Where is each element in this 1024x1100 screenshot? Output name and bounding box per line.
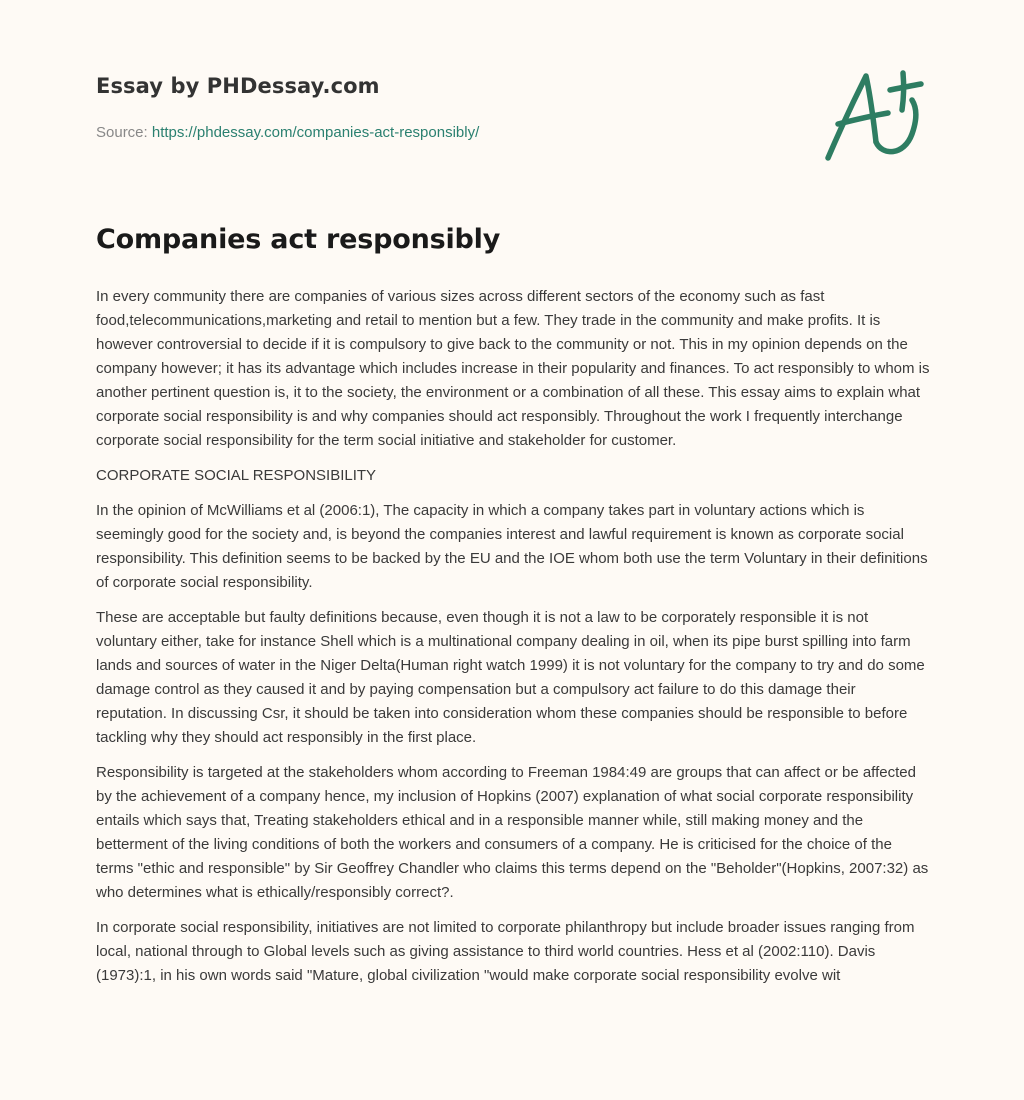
article-body: [96, 285, 930, 999]
section-heading: CORPORATE SOCIAL RESPONSIBILITY: [96, 467, 377, 484]
paragraph: These are acceptable but faulty definitions because, even though it is not a law to be corporately responsible it is not voluntary either, take for instance Shell which is a multinational company dealing in oil, when its pipe burst spilling into farm lands and sources of water in the Niger Delta(Human right watch 1999) it is not voluntary for the company to try and do some damage control as they caused it and by paying compensation but a compulsory act failure to do this damage their reputation. In discussing Csr, it should be taken into consideration whom these companies should be responsible to before tackling why they should act responsibly in the first place.: [96, 609, 925, 746]
source-link[interactable]: https://phdessay.com/companies-act-responsibly/: [151, 124, 480, 141]
site-header: [96, 74, 380, 98]
paragraph: In every community there are companies of various sizes across different sectors of the economy such as fast food,telecommunications,marketing and retail to mention but a few. They trade in the community and make profits. It is however controversial to decide if it is compulsory to give back to the community or not. This in my opinion depends on the company however; it has its advantage which includes increase in their popularity and finances. To act responsibly to whom is another pertinent question is, it to the society, the environment or a combination of all these. This essay aims to explain what corporate social responsibility is and why companies should act responsibly. Throughout the work I frequently interchange corporate social responsibility for the term social initiative and stakeholder for customer.: [96, 288, 930, 449]
paragraph: In corporate social responsibility, initiatives are not limited to corporate philanthropy but include broader issues ranging from local, national through to Global levels such as giving assistance to third world countries. Hess et al (2002:110). Davis (1973):1, in his own words said "Mature, global civilization "would make corporate social responsibility evolve wit: [96, 919, 915, 984]
paragraph: In the opinion of McWilliams et al (2006:1), The capacity in which a company takes part in voluntary actions which is seemingly good for the society and, is beyond the companies interest and lawful requirement is known as corporate social responsibility. This definition seems to be backed by the EU and the IOE whom both use the term Voluntary in their definitions of corporate social responsibility.: [96, 502, 928, 591]
source-line: [96, 124, 479, 141]
a-plus-logo-icon: [818, 64, 934, 168]
article-title: Companies act responsibly: [96, 224, 501, 255]
paragraph: Responsibility is targeted at the stakeholders whom according to Freeman 1984:49 are groups that can affect or be affected by the achievement of a company hence, my inclusion of Hopkins (2007) explanation of what social corporate responsibility entails which says that, Treating stakeholders ethical and in a responsible manner while, still making money and the betterment of the living conditions of both the workers and consumers of a company. He is criticised for the choice of the terms "ethic and responsible" by Sir Geoffrey Chandler who claims this terms depend on the "Beholder"(Hopkins, 2007:32) as who determines what is ethically/responsibly correct?.: [96, 764, 929, 901]
source-label: Source:: [96, 124, 152, 141]
site-title: Essay by PHDessay.com: [96, 74, 380, 98]
